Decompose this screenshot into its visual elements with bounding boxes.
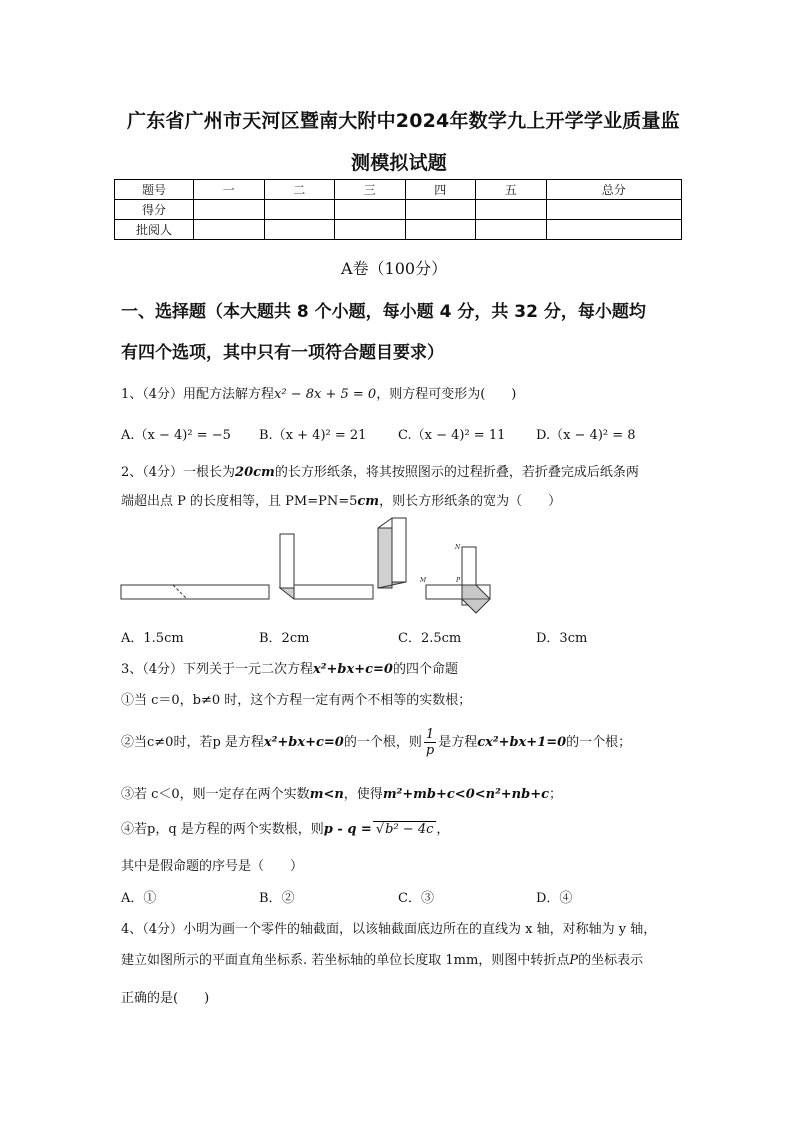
question-1-suffix: ，则方程可变形为( ): [376, 387, 517, 402]
question-3-text: 3、（4分）下列关于一元二次方程: [121, 662, 314, 677]
question-2-length: 20cm: [235, 465, 275, 480]
question-3-prompt: 其中是假命题的序号是（ ）: [121, 859, 304, 874]
question-2-option-b: [259, 627, 309, 646]
fraction-numerator: 1: [424, 727, 436, 743]
question-3-text: 的四个命题: [392, 662, 458, 677]
volume-label: A卷（100分）: [341, 259, 448, 278]
question-2-option-a: [121, 627, 184, 646]
square-root: √b² − 4c: [373, 821, 437, 837]
question-2-text: 端超出点 P 的长度相等，且 PM=PN=5: [121, 494, 358, 509]
question-1-stem: [121, 383, 516, 402]
question-2-option-b-text: B．2cm: [259, 631, 310, 646]
section-heading-line1: 一、选择题（本大题共 8 个小题，每小题 4 分，共 32 分，每小题均: [121, 302, 646, 322]
question-2-text: ，则长方形纸条的宽为（ ）: [379, 494, 562, 509]
score-table-cell: 五: [476, 180, 547, 200]
score-table-cell: 总分: [546, 180, 682, 200]
question-3-option-a: A．①: [121, 891, 157, 906]
proposition-2-eq: x²+bx+c=0: [263, 735, 344, 750]
question-1-option-c: C.（x − 4)² = 11: [398, 428, 506, 443]
page-title-line1: 广东省广州市天河区暨南大附中2024年数学九上开学学业质量监: [127, 110, 680, 132]
proposition-2-text: 是方程: [438, 735, 478, 750]
proposition-2-text: 的一个根；: [566, 735, 632, 750]
question-1-equation: x² − 8x + 5 = 0: [274, 387, 377, 402]
question-2-option-d: [536, 627, 587, 646]
paper-folding-figure: [118, 514, 498, 618]
square-root-radicand: b² − 4c: [385, 822, 434, 837]
proposition-3: [121, 783, 562, 802]
question-2-text: 的长方形纸条，将其按照图示的过程折叠，若折叠完成后纸条两: [274, 465, 639, 480]
question-4-line3: 正确的是( ): [121, 991, 210, 1006]
score-table-cell: [264, 200, 335, 220]
question-1-option-d: D.（x − 4)² = 8: [536, 428, 636, 443]
question-2-text: 2、（4分）一根长为: [121, 465, 236, 480]
score-table-cell: 二: [264, 180, 335, 200]
question-2-stem-line1: [121, 461, 639, 480]
question-3-option-b: B．②: [259, 891, 295, 906]
label-n: N: [455, 544, 461, 551]
score-table-cell: [335, 200, 406, 220]
question-3-stem: [121, 658, 458, 677]
score-table-cell: [546, 200, 682, 220]
question-4-line1: 4、（4分）小明为画一个零件的轴截面，以该轴截面底边所在的直线为 x 轴，对称轴为 y 轴，: [121, 922, 657, 937]
page-title-line2: 测模拟试题: [351, 152, 448, 174]
proposition-2-text: 的一个根，则: [343, 735, 422, 750]
question-2-option-c: [398, 627, 461, 646]
proposition-3-text: ，使得: [343, 787, 383, 802]
label-p: P: [456, 577, 461, 584]
score-table-cell: [335, 220, 406, 240]
question-2-stem-line2: [121, 490, 561, 509]
proposition-2-eq2: cx²+bx+1=0: [477, 735, 567, 750]
proposition-3-text: ；: [549, 787, 563, 802]
question-1-option-b: B.（x + 4)² = 21: [259, 428, 367, 443]
question-3-option-d: D．④: [536, 891, 573, 906]
score-table-cell: [194, 200, 265, 220]
question-4-text: 的坐标表示: [578, 953, 644, 968]
label-m: M: [420, 577, 427, 584]
question-2-unit: cm: [357, 494, 380, 509]
score-table-cell: 三: [335, 180, 406, 200]
proposition-3-text: ③若 c＜0，则一定存在两个实数: [121, 787, 310, 802]
score-table-row: [115, 200, 682, 220]
proposition-4-text: ④若p，q 是方程的两个实数根，则: [121, 822, 324, 837]
score-table-cell: [264, 220, 335, 240]
score-table-cell: [405, 220, 476, 240]
question-2-option-a-text: A．1.5cm: [121, 631, 184, 646]
question-2-option-c-text: C．2.5cm: [398, 631, 462, 646]
score-table-cell: 一: [194, 180, 265, 200]
score-table-cell: 批阅人: [115, 220, 194, 240]
question-2-option-d-text: D．3cm: [536, 631, 588, 646]
proposition-4: [121, 818, 449, 837]
score-table-row: [115, 220, 682, 240]
score-table-cell: [476, 220, 547, 240]
score-table-cell: 题号: [115, 180, 194, 200]
proposition-1: ①当 c＝0，b≠0 时，这个方程一定有两个不相等的实数根；: [121, 693, 472, 708]
question-3-equation: x²+bx+c=0: [313, 662, 393, 677]
question-4-line2: [121, 949, 643, 968]
score-table-cell: 四: [405, 180, 476, 200]
question-4-point-p: P: [569, 953, 579, 968]
question-3-option-c: C．③: [398, 891, 434, 906]
proposition-2-text: ②当c≠0时，若p 是方程: [121, 735, 264, 750]
proposition-4-text: ，: [436, 822, 450, 837]
score-table-header-row: [115, 180, 682, 200]
score-table-cell: [194, 220, 265, 240]
score-table-cell: [405, 200, 476, 220]
question-1-prefix: 1、（4分）用配方法解方程: [121, 387, 275, 402]
score-table: [114, 179, 682, 240]
proposition-3-expr: m²+mb+c<0<n²+nb+c: [382, 787, 550, 802]
section-heading-line2: 有四个选项，其中只有一项符合题目要求）: [121, 343, 444, 363]
score-table-cell: [546, 220, 682, 240]
fraction-denominator: p: [425, 743, 435, 758]
score-table-cell: 得分: [115, 200, 194, 220]
proposition-3-ineq: m<n: [309, 787, 344, 802]
proposition-2: [121, 727, 631, 758]
fraction-1-over-p: [424, 727, 436, 758]
question-1-option-a: A.（x − 4)² = −5: [121, 428, 231, 443]
proposition-4-expr: p - q =: [323, 822, 372, 837]
question-4-text: 建立如图所示的平面直角坐标系. 若坐标轴的单位长度取 1mm，则图中转折点: [121, 953, 570, 968]
score-table-cell: [476, 200, 547, 220]
